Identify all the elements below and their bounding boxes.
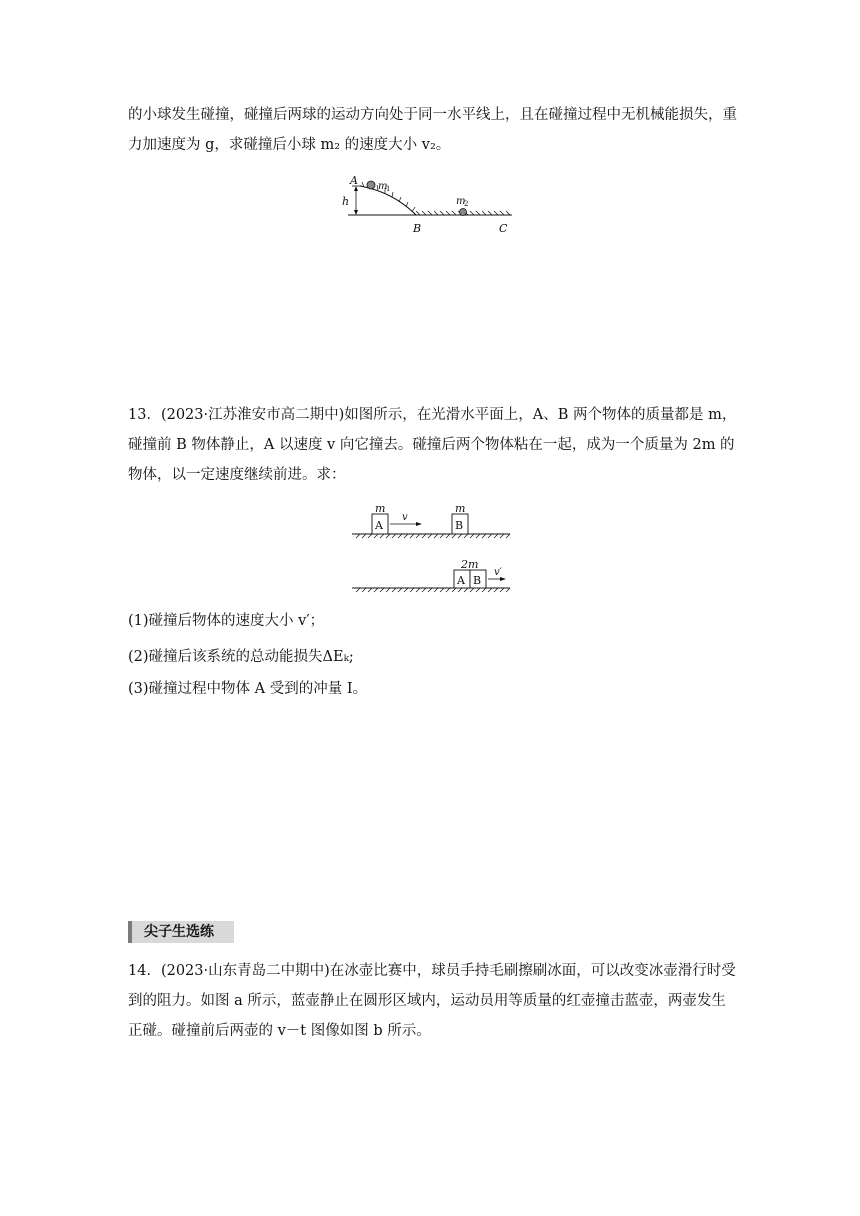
- velocity-vprime-label: v′: [494, 567, 502, 578]
- label-m1-sub: 1: [386, 185, 391, 193]
- label-m2-sub: 2: [464, 200, 469, 208]
- label-h: h: [342, 195, 350, 208]
- q13-sub1: (1)碰撞后物体的速度大小 v′；: [128, 613, 325, 629]
- q13-text: 13．(2023·江苏淮安市高二期中)如图所示，在光滑水平面上，A、B 两个物体的质量都是 m，碰撞前 B 物体静止，A 以速度 v 向它撞去。碰撞后两个物体粘在一起，成为一个质量为 2m 的物体，以一定速度继续前进。求：: [128, 407, 737, 483]
- q12-text: 的小球发生碰撞，碰撞后两球的运动方向处于同一水平线上，且在碰撞过程中无机械能损失，重力加速度为 g，求碰撞后小球 m₂ 的速度大小 v₂。: [128, 107, 737, 153]
- mass-B-label: m: [455, 502, 466, 515]
- q13-figure-before: [348, 502, 514, 542]
- q13-sub2: (2)碰撞后该系统的总动能损失ΔEₖ;: [128, 649, 354, 665]
- block-B-label: B: [455, 519, 464, 532]
- block-B-label-after: B: [473, 574, 482, 587]
- label-A: A: [350, 174, 358, 187]
- q13-figure-after: [348, 556, 514, 596]
- block-A-label-after: A: [457, 574, 465, 587]
- label-C: C: [499, 222, 508, 235]
- velocity-v-label: v: [402, 512, 408, 523]
- q12-figure: [338, 172, 518, 238]
- q13-sub3: (3)碰撞过程中物体 A 受到的冲量 I。: [128, 681, 368, 697]
- block-A-label: A: [375, 519, 383, 532]
- label-m2: m: [456, 196, 466, 207]
- label-m1: m: [378, 181, 388, 192]
- label-B: B: [413, 222, 422, 235]
- q14-text: 14．(2023·山东青岛二中期中)在冰壶比赛中，球员手持毛刷擦刷冰面，可以改变冰壶滑行时受到的阻力。如图 a 所示，蓝壶静止在圆形区域内，运动员用等质量的红壶撞击蓝壶，两壶发生正碰。碰撞前后两壶的 v－t 图像如图 b 所示。: [128, 963, 736, 1039]
- mass-A-label: m: [375, 502, 386, 515]
- mass-2m-label: 2m: [461, 558, 479, 571]
- section-tag: 尖子生选练: [128, 921, 234, 943]
